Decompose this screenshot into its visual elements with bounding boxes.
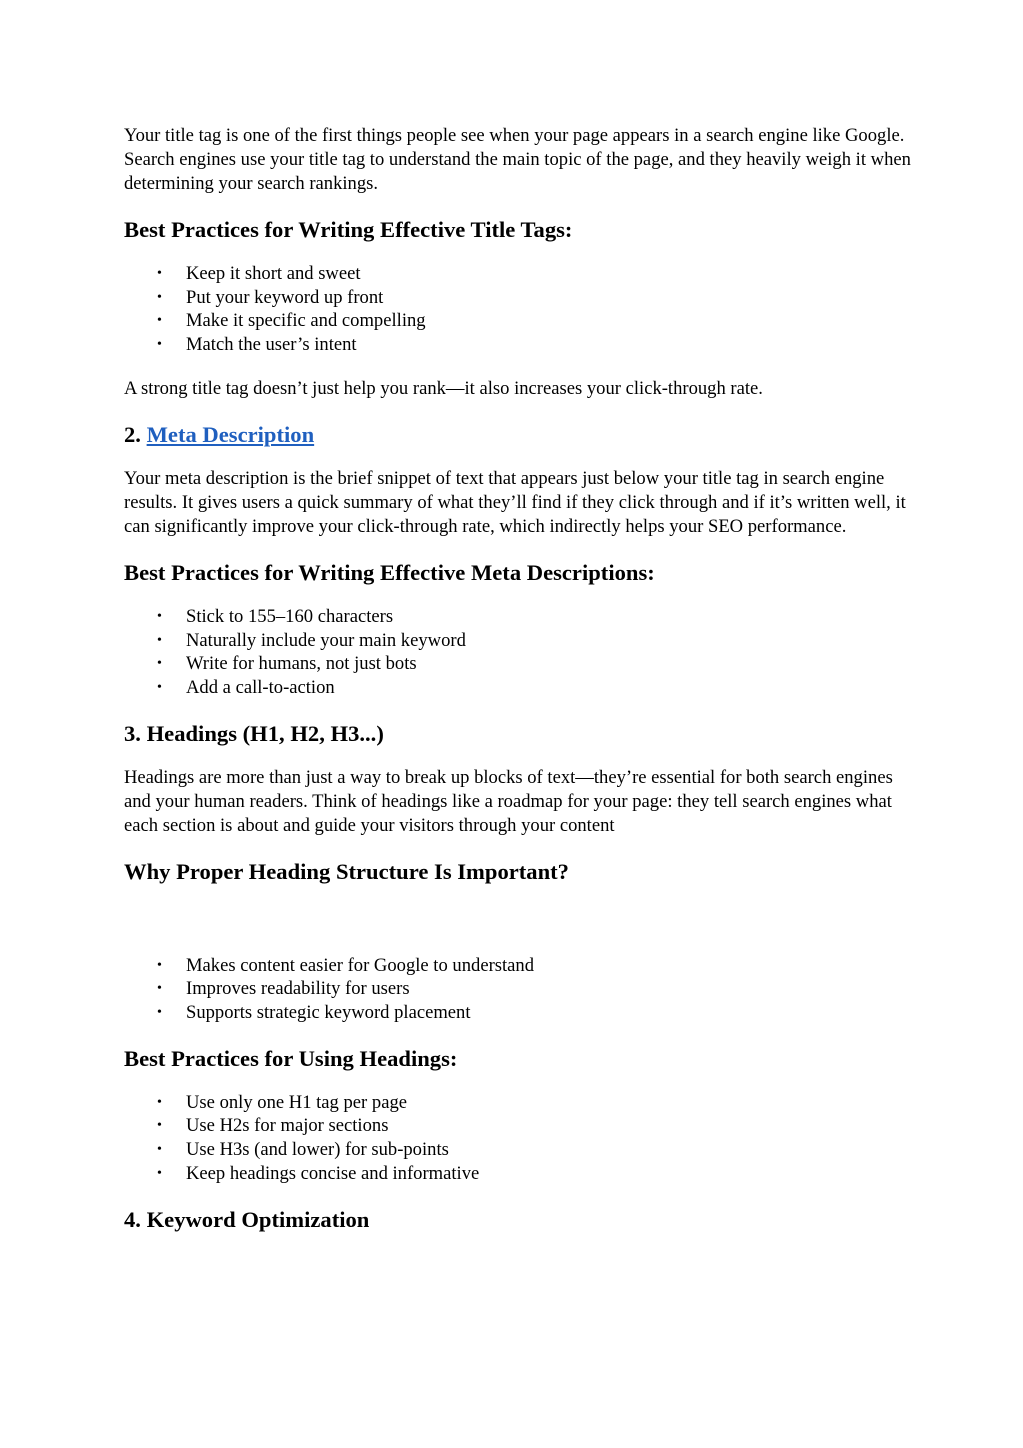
list-item: • Improves readability for users <box>157 978 410 1000</box>
list-item: • Keep headings concise and informative <box>157 1162 480 1184</box>
bullet-icon: • <box>157 679 162 695</box>
list-item: • Write for humans, not just bots <box>157 653 417 675</box>
bullet-icon: • <box>157 289 162 305</box>
title-tags-closing: A strong title tag doesn’t just help you rank—it also increases your click-through rate. <box>124 377 763 399</box>
bullet-icon: • <box>157 656 162 672</box>
headings-paragraph: Headings are more than just a way to break up blocks of text—they’re essential for both search engines and your human readers. Think of headings like a roadmap for your page: they tell search engines what each section is about and guide your visitors through your content <box>124 766 893 836</box>
meta-description-best-practices-heading: Best Practices for Writing Effective Meta Descriptions: <box>124 559 655 585</box>
bullet-icon: • <box>157 1118 162 1134</box>
list-item: • Add a call-to-action <box>157 676 335 698</box>
bullet-icon: • <box>157 632 162 648</box>
bullet-icon: • <box>157 981 162 997</box>
list-item: • Naturally include your main keyword <box>157 629 466 651</box>
list-item: • Keep it short and sweet <box>157 263 361 284</box>
why-heading-structure-heading: Why Proper Heading Structure Is Important? <box>124 858 569 884</box>
list-item: • Use H3s (and lower) for sub-points <box>157 1139 449 1161</box>
intro-paragraph: Your title tag is one of the first things people see when your page appears in a search engine like Google. Search engines use your title tag to understand the main topic of the page, and they heavily weigh it when determining your search rankings. <box>124 125 911 194</box>
list-item: • Make it specific and compelling <box>157 310 426 332</box>
bullet-icon: • <box>157 608 162 624</box>
headings-best-practices-heading: Best Practices for Using Headings: <box>124 1045 458 1071</box>
meta-description-link[interactable]: Meta Description <box>146 421 315 447</box>
title-tags-list <box>124 262 914 357</box>
list-item: • Match the user’s intent <box>157 334 357 356</box>
headings-section-heading: 3. Headings (H1, H2, H3...) <box>124 720 384 746</box>
title-tags-best-practices-heading: Best Practices for Writing Effective Title Tags: <box>124 217 573 242</box>
bullet-icon: • <box>157 1165 162 1181</box>
why-heading-structure-list <box>124 954 914 1025</box>
bullet-icon: • <box>157 1094 162 1110</box>
list-item: • Use only one H1 tag per page <box>157 1091 407 1113</box>
meta-description-paragraph: Your meta description is the brief snippet of text that appears just below your title tag in search engine results. It gives users a quick summary of what they’ll find if they click through and if it’s written well, it can significantly improve your click-through rate, which indirectly helps your SEO performance. <box>124 467 906 537</box>
bullet-icon: • <box>157 1005 162 1021</box>
section-number: 2. <box>124 421 141 447</box>
headings-best-practices-list <box>124 1091 914 1186</box>
bullet-icon: • <box>157 313 162 329</box>
list-item: • Supports strategic keyword placement <box>157 1002 471 1024</box>
list-item: • Stick to 155–160 characters <box>157 605 394 627</box>
list-item: • Put your keyword up front <box>157 286 384 308</box>
list-item: • Use H2s for major sections <box>157 1115 389 1137</box>
list-item: • Makes content easier for Google to understand <box>157 954 535 976</box>
bullet-icon: • <box>157 337 162 353</box>
bullet-icon: • <box>157 266 162 281</box>
bullet-icon: • <box>157 1142 162 1158</box>
document-page <box>124 124 914 1234</box>
bullet-icon: • <box>157 957 162 973</box>
meta-description-heading <box>124 421 914 449</box>
keyword-optimization-heading: 4. Keyword Optimization <box>124 1206 370 1232</box>
meta-description-list <box>124 605 914 700</box>
